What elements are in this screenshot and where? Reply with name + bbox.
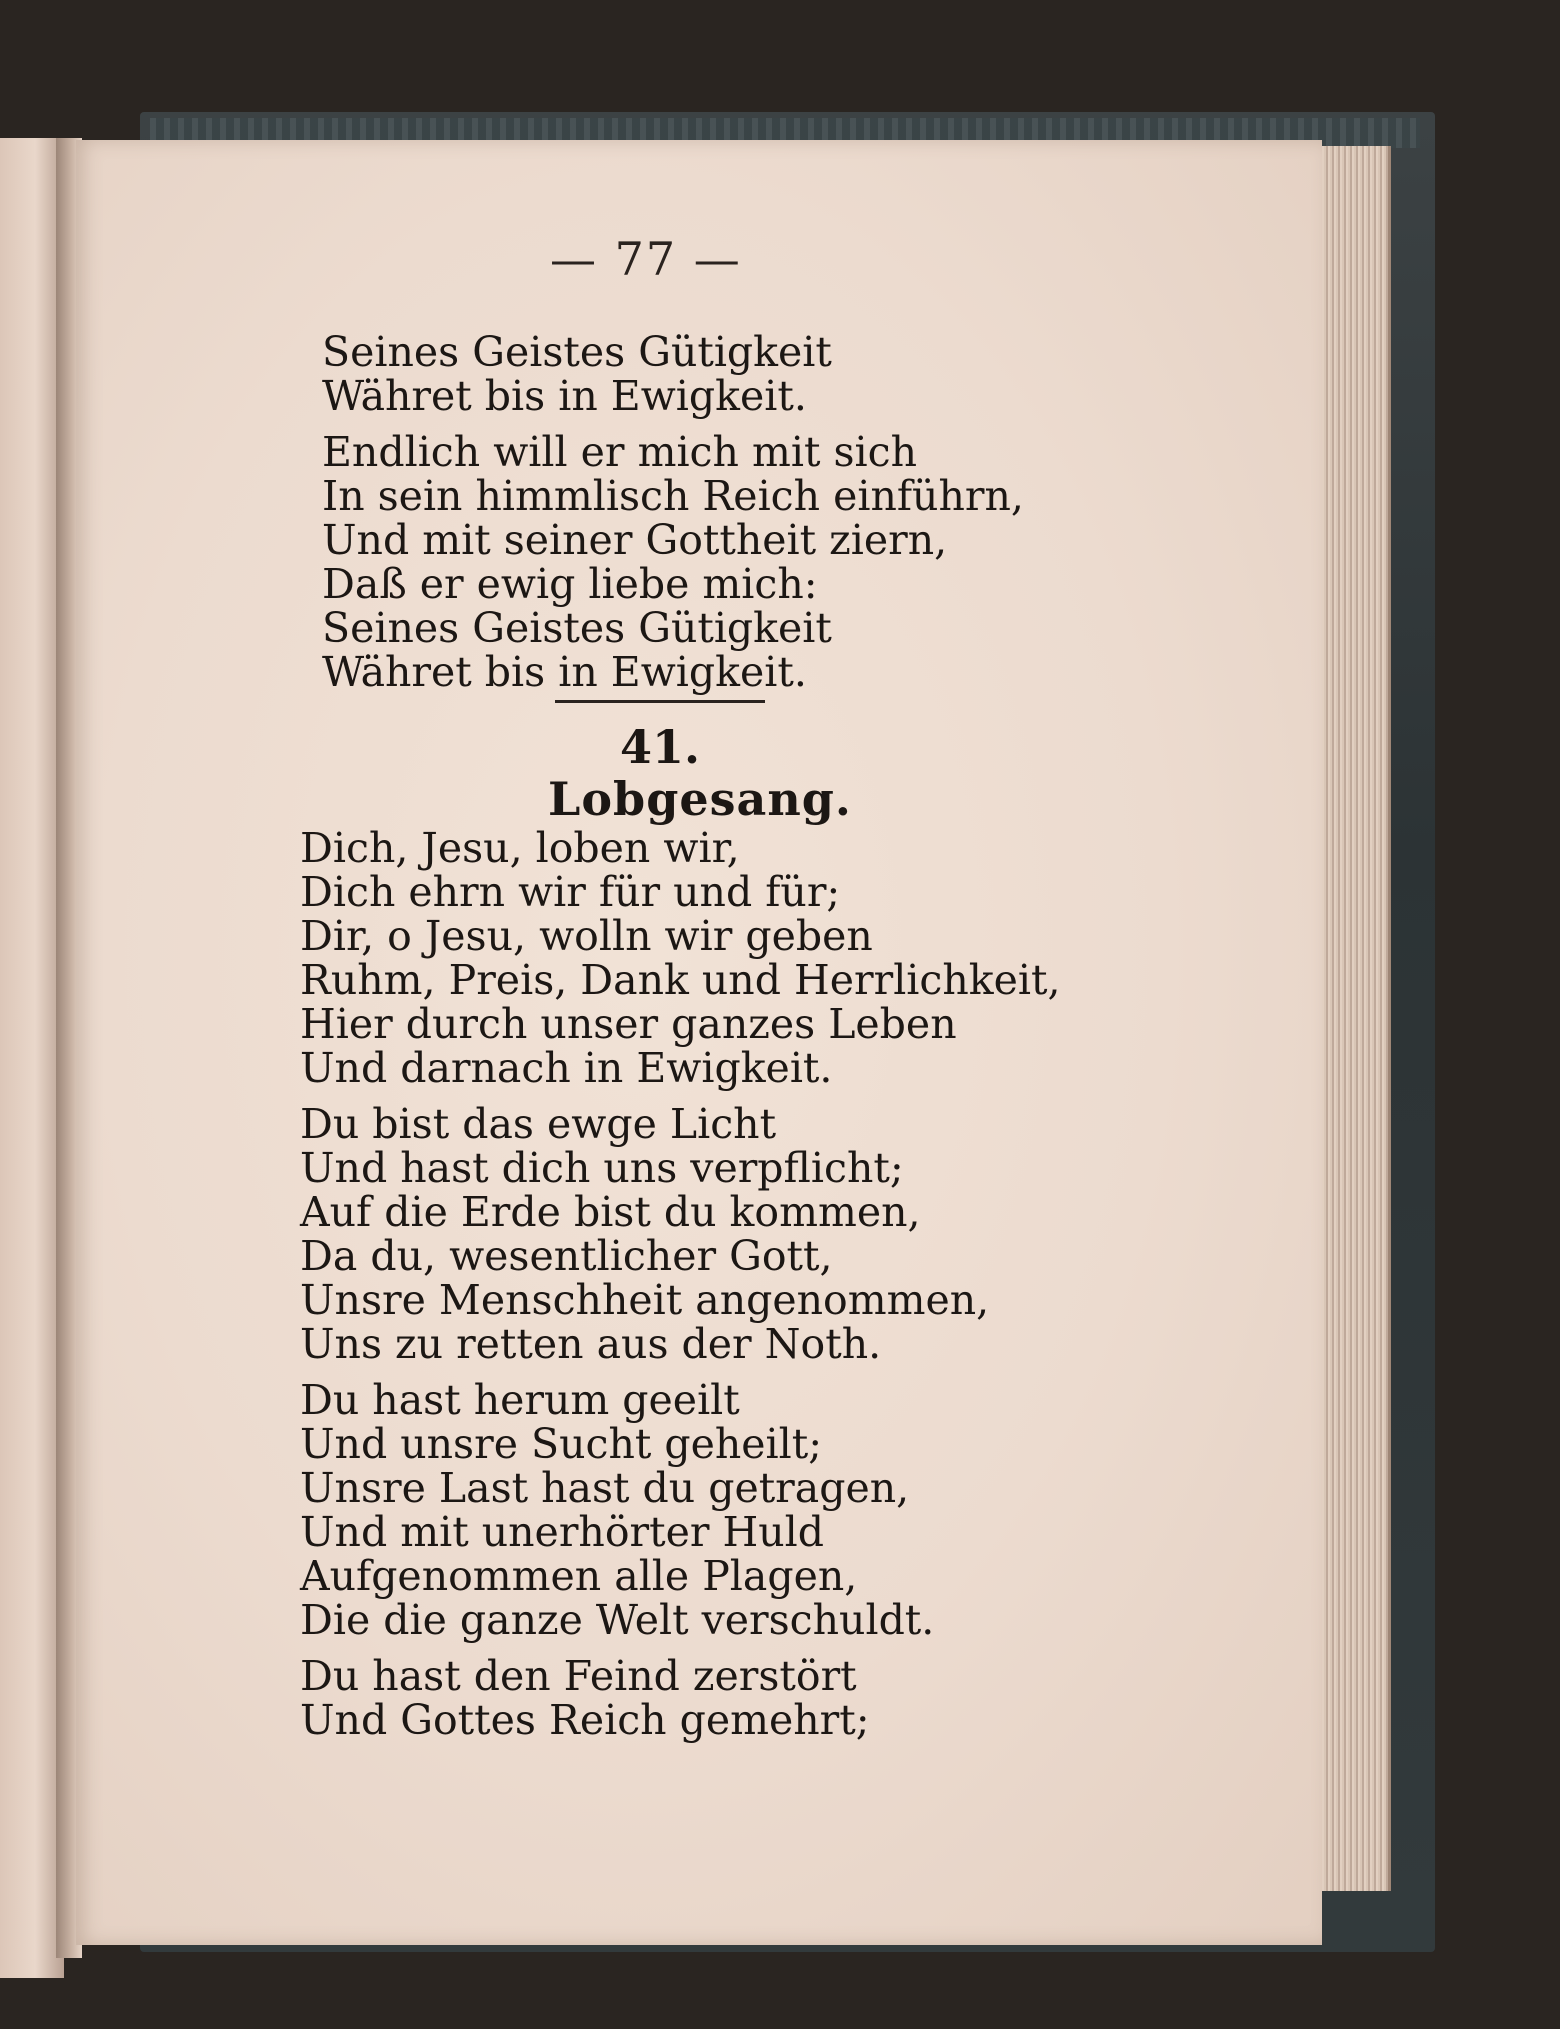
verse-line: Ruhm, Preis, Dank und Herrlichkeit, xyxy=(300,956,1061,1004)
verse-line: Die die ganze Welt verschuldt. xyxy=(300,1596,935,1644)
verse-line: Uns zu retten aus der Noth. xyxy=(300,1320,882,1368)
verse-line: Du hast den Feind zerstört xyxy=(300,1652,857,1700)
verse-line: Du hast herum geeilt xyxy=(300,1376,740,1424)
continuation-block xyxy=(322,330,1024,706)
verse-line: Seines Geistes Gütigkeit xyxy=(322,328,832,376)
hymn-stanza-4 xyxy=(300,1654,1061,1742)
verse-line: Währet bis in Ewigkeit. xyxy=(322,648,807,696)
verse-line: Daß er ewig liebe mich: xyxy=(322,560,818,608)
hymn-stanza-2 xyxy=(300,1102,1061,1366)
verse-line: Und darnach in Ewigkeit. xyxy=(300,1044,833,1092)
page-leaves xyxy=(1318,146,1391,1891)
verse-line: Und hast dich uns verpflicht; xyxy=(300,1144,904,1192)
hymn-number: 41. xyxy=(620,720,701,774)
verse-line: Währet bis in Ewigkeit. xyxy=(322,372,807,420)
verse-line: Endlich will er mich mit sich xyxy=(322,428,917,476)
verse-line: Und mit unerhörter Huld xyxy=(300,1508,824,1556)
left-page-edge xyxy=(0,138,64,1978)
verse-line: Da du, wesentlicher Gott, xyxy=(300,1232,833,1280)
verse-line: Dich ehrn wir für und für; xyxy=(300,868,841,916)
hymn-stanza-1 xyxy=(300,826,1061,1090)
continuation-stanza-2 xyxy=(322,430,1024,694)
verse-line: Unsre Last hast du getragen, xyxy=(300,1464,910,1512)
page-number: — 77 — xyxy=(550,232,742,286)
verse-line: Und Gottes Reich gemehrt; xyxy=(300,1696,870,1744)
verse-line: Aufgenommen alle Plagen, xyxy=(300,1552,858,1600)
hymn-stanza-3 xyxy=(300,1378,1061,1642)
verse-line: Und mit seiner Gottheit ziern, xyxy=(322,516,948,564)
verse-line: Dir, o Jesu, wolln wir geben xyxy=(300,912,873,960)
verse-line: Du bist das ewge Licht xyxy=(300,1100,777,1148)
verse-line: Dich, Jesu, loben wir, xyxy=(300,824,740,872)
verse-line: Und unsre Sucht geheilt; xyxy=(300,1420,823,1468)
section-divider xyxy=(555,700,765,703)
verse-line: Auf die Erde bist du kommen, xyxy=(300,1188,921,1236)
hymn-title: Lobgesang. xyxy=(548,772,852,826)
continuation-stanza-1 xyxy=(322,330,1024,418)
hymn-body xyxy=(300,826,1061,1754)
verse-line: Seines Geistes Gütigkeit xyxy=(322,604,832,652)
verse-line: Unsre Menschheit angenommen, xyxy=(300,1276,990,1324)
verse-line: In sein himmlisch Reich einführn, xyxy=(322,472,1024,520)
verse-line: Hier durch unser ganzes Leben xyxy=(300,1000,957,1048)
